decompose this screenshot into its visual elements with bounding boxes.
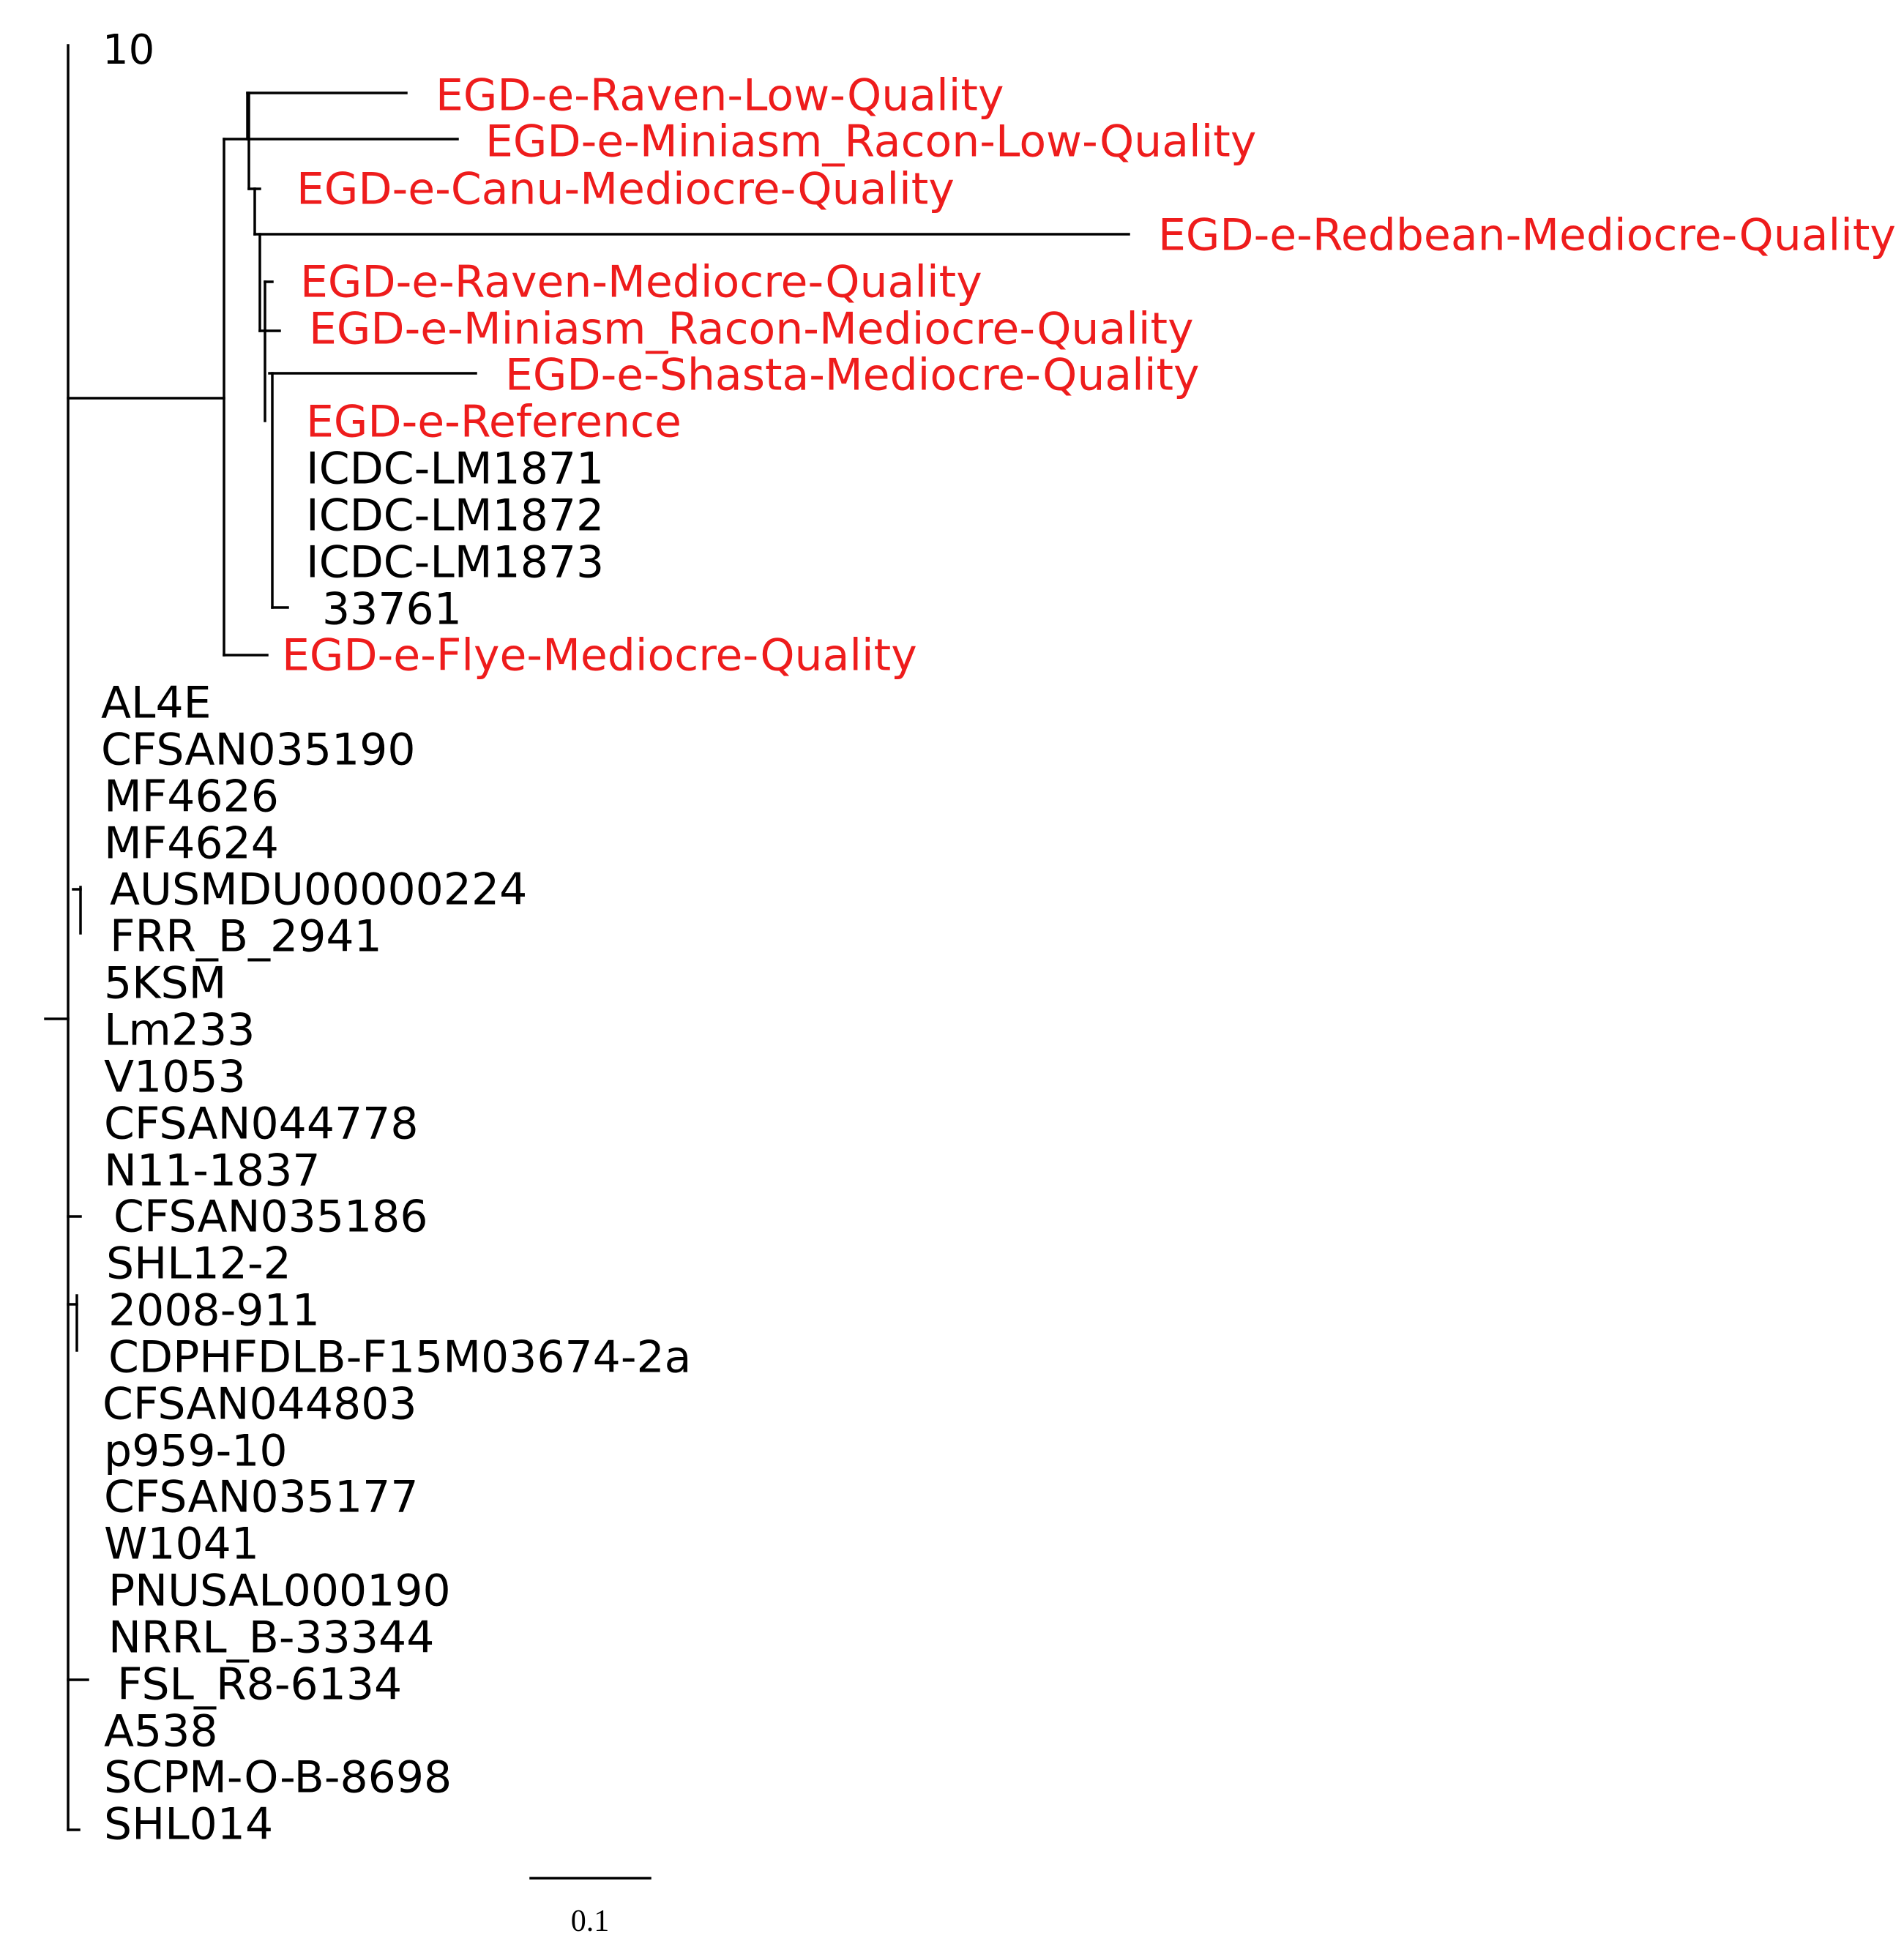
leaf-label: SHL12-2 [106, 1238, 291, 1290]
leaf-label: CFSAN035186 [113, 1191, 428, 1243]
leaf-label: ICDC-LM1872 [306, 490, 605, 542]
leaf-label: N11-1837 [104, 1145, 321, 1197]
scale-bar-label: 0.1 [570, 1904, 610, 1938]
leaf-label: FSL_R8-6134 [117, 1659, 403, 1711]
leaf-label: 33761 [322, 583, 462, 635]
assembler-clade-labels [282, 70, 1896, 681]
bootstrap-value: 10 [102, 26, 155, 75]
leaf-label: EGD-e-Shasta-Mediocre-Quality [505, 349, 1200, 401]
leaf-label: FRR_B_2941 [110, 911, 382, 962]
leaf-label: EGD-e-Canu-Mediocre-Quality [296, 163, 955, 215]
leaf-label: 5KSM [104, 957, 227, 1009]
leaf-label: SCPM-O-B-8698 [104, 1752, 452, 1803]
leaf-label: W1041 [104, 1518, 260, 1570]
leaf-label: ICDC-LM1873 [306, 537, 605, 588]
other-strain-labels [101, 678, 691, 1850]
leaf-label: EGD-e-Redbean-Mediocre-Quality [1158, 209, 1896, 261]
leaf-label: 2008-911 [108, 1285, 320, 1337]
leaf-label: A538 [104, 1705, 218, 1757]
leaf-label: NRRL_B-33344 [108, 1612, 435, 1664]
leaf-label: CFSAN035177 [104, 1471, 419, 1523]
leaf-label: AL4E [101, 677, 212, 729]
leaf-label: AUSMDU00000224 [110, 864, 528, 916]
leaf-label: CFSAN044778 [104, 1098, 419, 1150]
leaf-label: EGD-e-Reference [306, 396, 682, 448]
leaf-label: EGD-e-Miniasm_Racon-Low-Quality [485, 116, 1257, 168]
leaf-label: p959-10 [104, 1425, 288, 1477]
leaf-label: EGD-e-Raven-Low-Quality [436, 70, 1004, 122]
leaf-label: PNUSAL000190 [108, 1565, 451, 1617]
leaf-label: V1053 [104, 1051, 246, 1103]
leaf-label: CFSAN044803 [102, 1378, 417, 1430]
leaf-label: EGD-e-Miniasm_Racon-Mediocre-Quality [309, 303, 1194, 355]
leaf-label: Lm233 [104, 1004, 255, 1056]
leaf-label: EGD-e-Raven-Mediocre-Quality [300, 256, 982, 308]
leaf-label: ICDC-LM1871 [306, 443, 605, 495]
leaf-label: EGD-e-Flye-Mediocre-Quality [282, 629, 917, 681]
leaf-label: MF4624 [104, 818, 279, 870]
leaf-label: MF4626 [104, 771, 279, 823]
leaf-label: CFSAN035190 [101, 724, 416, 776]
leaf-label: CDPHFDLB-F15M03674-2a [108, 1331, 692, 1383]
leaf-label: SHL014 [104, 1798, 274, 1850]
